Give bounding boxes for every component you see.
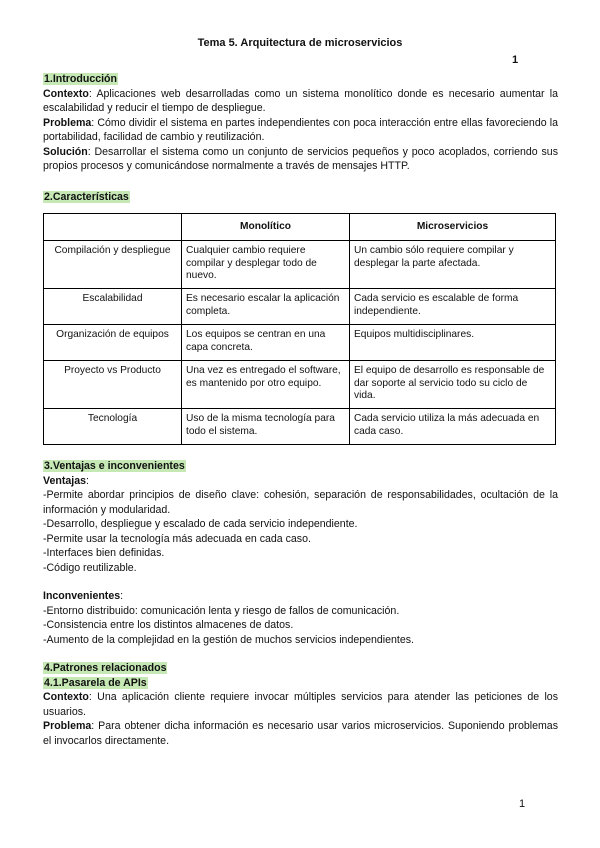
table-header-cell <box>44 214 182 241</box>
intro-contexto: Contexto: Aplicaciones web desarrolladas como un sistema monolítico donde es necesario aumentar la escalabilidad y reducir el tiempo de despliegue. <box>43 87 558 114</box>
table-header-cell: Monolítico <box>182 214 350 241</box>
table-cell: Los equipos se centran en una capa concreta. <box>182 325 350 361</box>
table-row-label: Compilación y despliegue <box>44 241 182 289</box>
document-body <box>43 72 558 748</box>
table-cell: Cada servicio es escalable de forma independiente. <box>350 289 556 325</box>
patrones-contexto: Contexto: Una aplicación cliente requiere invocar múltiples servicios para atender las peticiones de los usuarios. <box>43 691 558 718</box>
table-cell: Un cambio sólo requiere compilar y desplegar la parte afectada. <box>350 241 556 289</box>
table-row <box>44 409 556 445</box>
table-row-label: Escalabilidad <box>44 289 182 325</box>
section-heading-caracteristicas: 2.Características <box>44 190 129 203</box>
page-number-bottom: 1 <box>519 798 526 810</box>
table-header-cell: Microservicios <box>350 214 556 241</box>
table-cell: Es necesario escalar la aplicación completa. <box>182 289 350 325</box>
table-row-label: Tecnología <box>44 409 182 445</box>
table-row-label: Organización de equipos <box>44 325 182 361</box>
section-heading-ventajas: 3.Ventajas e inconvenientes <box>44 460 185 472</box>
ventajas-label: Ventajas: <box>43 474 89 487</box>
inconvenientes-list <box>43 604 558 648</box>
list-item: -Desarrollo, despliegue y escalado de cada servicio independiente. <box>43 518 358 530</box>
table-row <box>44 361 556 409</box>
patrones-problema: Problema: Para obtener dicha información es necesario usar varios microservicios. Suponiendo problemas el invocarlos directamente. <box>43 720 558 747</box>
comparison-table <box>43 213 556 445</box>
list-item: -Entorno distribuido: comunicación lenta y riesgo de fallos de comunicación. <box>43 604 400 617</box>
table-cell: Equipos multidisciplinares. <box>350 325 556 361</box>
section-heading-intro: 1.Introducción <box>44 73 117 85</box>
intro-solucion: Solución: Desarrollar el sistema como un conjunto de servicios pequeños y poco acoplados, corriendo sus propios procesos y comunicándose normalmente a través de mensajes HTTP. <box>43 145 558 172</box>
table-cell: El equipo de desarrollo es responsable de dar soporte al servicio todo su ciclo de vida. <box>350 361 556 409</box>
ventajas-list <box>43 488 558 575</box>
table-row <box>44 241 556 289</box>
table-cell: Cada servicio utiliza la más adecuada en cada caso. <box>350 409 556 445</box>
subsection-heading-pasarela: 4.1.Pasarela de APIs <box>44 676 147 689</box>
list-item: -Permite abordar principios de diseño clave: cohesión, separación de responsabilidades, ocultación de la información y modularidad. <box>43 489 558 516</box>
list-item: -Permite usar la tecnología más adecuada en cada caso. <box>43 532 311 545</box>
list-item: -Consistencia entre los distintos almacenes de datos. <box>43 619 294 631</box>
table-row-label: Proyecto vs Producto <box>44 361 182 409</box>
section-heading-patrones: 4.Patrones relacionados <box>44 662 167 674</box>
table-row <box>44 289 556 325</box>
page-title: Tema 5. Arquitectura de microservicios <box>197 37 403 49</box>
list-item: -Interfaces bien definidas. <box>43 547 165 559</box>
list-item: -Código reutilizable. <box>43 561 137 574</box>
table-cell: Cualquier cambio requiere compilar y desplegar todo de nuevo. <box>182 241 350 289</box>
intro-problema: Problema: Cómo dividir el sistema en partes independientes con poca interacción entre ellas favoreciendo la portabilidad, facilidad de cambio y reutilización. <box>43 116 558 143</box>
inconvenientes-label: Inconvenientes: <box>43 590 124 602</box>
table-row <box>44 325 556 361</box>
table-cell: Uso de la misma tecnología para todo el sistema. <box>182 409 350 445</box>
list-item: -Aumento de la complejidad en la gestión de muchos servicios independientes. <box>43 633 415 646</box>
table-header-row <box>44 214 556 241</box>
page-number-top: 1 <box>512 54 519 66</box>
table-cell: Una vez es entregado el software, es mantenido por otro equipo. <box>182 361 350 409</box>
